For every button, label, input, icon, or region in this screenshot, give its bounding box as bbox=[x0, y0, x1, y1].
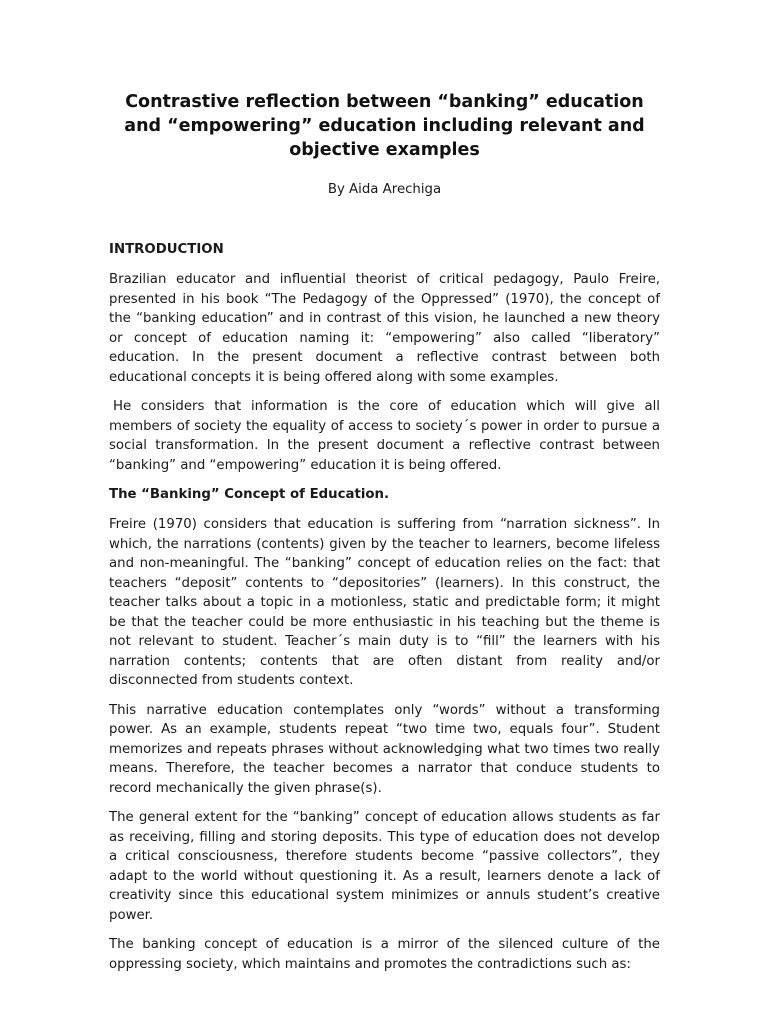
author-byline: By Aida Arechiga bbox=[327, 182, 442, 197]
banking-paragraph-4: The banking concept of education is a mirror of the silenced culture of the oppressing society, which maintains and promotes the contradictions such as: bbox=[109, 937, 660, 972]
banking-paragraph-3: The general extent for the “banking” concept of education allows students as far as receiving, filling and storing deposits. This type of education does not develop a critical consciousness, therefore students become “passive collectors”, they adapt to the world without questioning it. As a result, learners denote a lack of creativity since this educational system minimizes or annuls student’s creative power. bbox=[109, 810, 660, 923]
banking-paragraph-1: Freire (1970) considers that education is suffering from “narration sickness”. In which, the narrations (contents) given by the teacher to learners, become lifeless and non-meaningful. The “banking” concept of education relies on the fact: that teachers “deposit” contents to “depositories” (learners). In this construct, the teacher talks about a topic in a motionless, static and predictable form; it might be that the teacher could be more enthusiastic in his teaching but the theme is not relevant to student. Teacher´s main duty is to “fill” the learners with his narration contents; contents that are often distant from reality and/or disconnected from students context. bbox=[109, 517, 660, 688]
document-title: Contrastive reflection between “banking” education and “empowering” education including relevant and objective examples bbox=[124, 92, 645, 160]
intro-paragraph-1: Brazilian educator and influential theorist of critical pedagogy, Paulo Freire, presented in his book “The Pedagogy of the Oppressed” (1970), the concept of the “banking education” and in contrast of this vision, he launched a new theory or concept of education naming it: “empowering” also called “liberatory” education. In the present document a reflective contrast between both educational concepts it is being offered along with some examples. bbox=[109, 272, 660, 385]
banking-paragraph-2: This narrative education contemplates only “words” without a transforming power. As an example, students repeat “two time two, equals four”. Student memorizes and repeats phrases without acknowledging what two times two really means. Therefore, the teacher becomes a narrator that conduce students to record mechanically the given phrase(s). bbox=[109, 702, 660, 796]
banking-section-heading: The “Banking” Concept of Education. bbox=[109, 487, 390, 502]
introduction-heading: INTRODUCTION bbox=[109, 242, 224, 257]
intro-paragraph-2: He considers that information is the core of education which will give all members of society the equality of access to society´s power in order to pursue a social transformation. In the present document a reflective contrast between “banking” and “empowering” education it is being offered. bbox=[109, 399, 660, 473]
